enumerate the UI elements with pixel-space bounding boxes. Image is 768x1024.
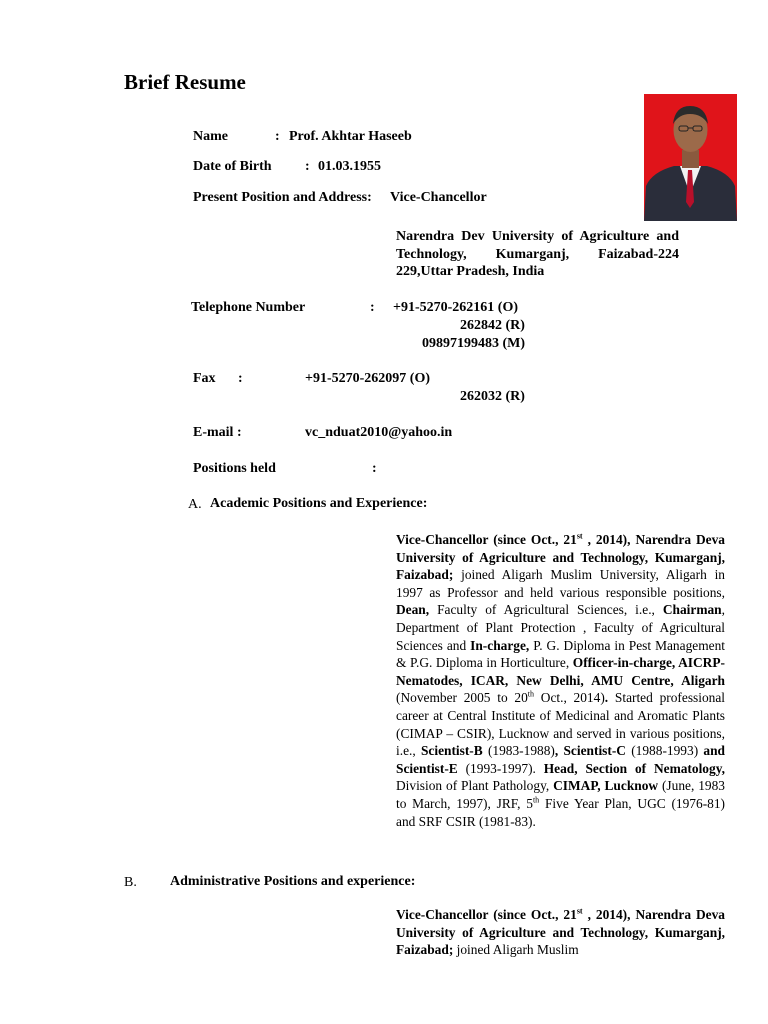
positions-held-separator: : bbox=[372, 461, 377, 476]
section-a-paragraph: Vice-Chancellor (since Oct., 21st , 2014), Narendra Deva University of Agriculture and Technology, Kumarganj, Faizabad; joined Aligarh Muslim University, Aligarh in 1997 as Professor and held various responsible positions, Dean, Faculty of Agricultural Sciences, i.e., Chairman, Department of Plant Protection , Faculty of Agricultural Sciences and In-charge, P. G. Diploma in Pest Management & P.G. Diploma in Horticulture, Officer-in-charge, AICRP- Nematodes, ICAR, New Delhi, AMU Centre, Aligarh (November 2005 to 20th Oct., 2014). Started professional career at Central Institute of Medicinal and Aromatic Plants (CIMAP – CSIR), Lucknow and served in various positions, i.e., Scientist-B (1983-1988), Scientist-C (1988-1993) and Scientist-E (1993-1997). Head, Section of Nematology, Division of Plant Pathology, CIMAP, Lucknow (June, 1983 to March, 1997), JRF, 5th Five Year Plan, UGC (1976-81) and SRF CSIR (1981-83). bbox=[396, 531, 726, 829]
dob-separator: : bbox=[305, 159, 310, 174]
telephone-residence: 262842 (R) bbox=[460, 318, 525, 333]
page-title: Brief Resume bbox=[124, 70, 246, 94]
section-b-heading: Administrative Positions and experience: bbox=[170, 874, 416, 889]
fax-separator: : bbox=[238, 371, 243, 386]
telephone-office: +91-5270-262161 (O) bbox=[393, 300, 519, 315]
telephone-label: Telephone Number bbox=[191, 300, 306, 315]
positions-held-label: Positions held bbox=[193, 461, 276, 476]
email-label: E-mail bbox=[193, 425, 234, 440]
section-a-heading: Academic Positions and Experience: bbox=[210, 496, 428, 511]
position-value: Vice-Chancellor bbox=[390, 190, 487, 205]
email-separator: : bbox=[237, 425, 242, 440]
fax-office: +91-5270-262097 (O) bbox=[305, 371, 431, 386]
dob-value: 01.03.1955 bbox=[318, 159, 381, 174]
section-b-marker: B. bbox=[124, 875, 137, 890]
email-value[interactable]: vc_nduat2010@yahoo.in bbox=[305, 425, 453, 440]
name-label: Name bbox=[193, 129, 228, 144]
dob-label: Date of Birth bbox=[193, 159, 272, 174]
profile-photo bbox=[644, 94, 737, 221]
address-text: Narendra Dev University of Agriculture and Technology, Kumarganj, Faizabad-224 229,Uttar Pradesh, India bbox=[396, 229, 679, 280]
section-b-paragraph: Vice-Chancellor (since Oct., 21st , 2014), Narendra Deva University of Agriculture and Technology, Kumarganj, Faizabad; joined Aligarh Muslim bbox=[396, 906, 726, 958]
fax-residence: 262032 (R) bbox=[460, 389, 525, 404]
fax-label: Fax bbox=[193, 371, 216, 386]
telephone-mobile: 09897199483 (M) bbox=[422, 336, 526, 351]
portrait-image bbox=[644, 94, 737, 221]
name-value: Prof. Akhtar Haseeb bbox=[289, 129, 412, 144]
position-label: Present Position and Address: bbox=[193, 190, 372, 205]
name-separator: : bbox=[275, 129, 280, 144]
telephone-separator: : bbox=[370, 300, 375, 315]
section-a-marker: A. bbox=[188, 497, 202, 512]
